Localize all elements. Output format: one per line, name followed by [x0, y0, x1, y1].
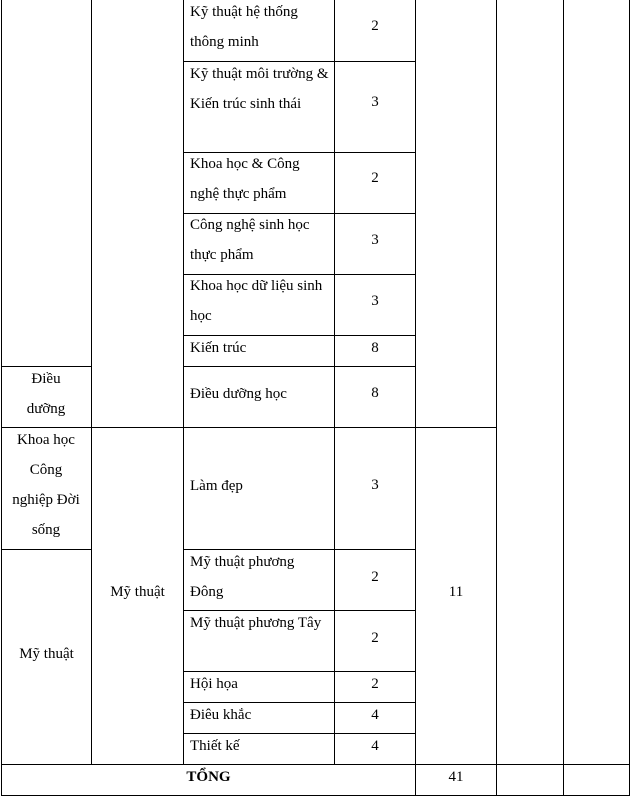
department-label-my-thuat: Mỹ thuật: [110, 584, 165, 600]
major-name: Làm đẹp: [190, 478, 243, 494]
rule: [415, 0, 416, 796]
major-name: Khoa học dữ liệu sinh học: [190, 278, 323, 324]
rule: [1, 0, 2, 796]
major-name: Điêu khắc: [190, 707, 252, 723]
credits-value: 2: [371, 630, 379, 646]
major-name: Công nghệ sinh học thực phẩm: [190, 217, 310, 263]
credits-value: 3: [371, 477, 379, 493]
rule: [183, 0, 184, 765]
credits-value: 2: [371, 676, 379, 692]
major-name: Kỹ thuật hệ thống thông minh: [190, 4, 298, 50]
rule: [183, 366, 415, 367]
major-name: Mỹ thuật phương Tây: [190, 615, 322, 631]
credits-value: 3: [371, 94, 379, 110]
credits-value: 8: [371, 340, 379, 356]
major-name: Mỹ thuật phương Đông: [190, 554, 295, 600]
credits-value: 3: [371, 232, 379, 248]
major-name: Kỹ thuật môi trường & Kiến trúc sinh thái: [190, 66, 329, 112]
rule: [563, 0, 564, 796]
grand-total-value: 41: [448, 769, 464, 785]
credits-value: 2: [371, 170, 379, 186]
major-name: Kiến trúc: [190, 340, 247, 356]
credits-value: 3: [371, 293, 379, 309]
group-label-khoa-hoc-doi-song: Khoa học Công nghiệp Đời sống: [12, 432, 80, 538]
rule: [91, 0, 92, 765]
rule: [1, 549, 91, 550]
group-label-dieu-duong: Điều dưỡng: [26, 371, 66, 417]
credits-value: 4: [371, 707, 379, 723]
credits-value: 2: [371, 18, 379, 34]
group-credit-total: 11: [448, 584, 464, 600]
rule: [496, 0, 497, 796]
rule: [1, 795, 629, 796]
group-label-my-thuat: Mỹ thuật: [19, 646, 74, 662]
major-name: Điều dưỡng học: [190, 386, 287, 402]
rule: [629, 0, 630, 796]
major-name: Khoa học & Công nghệ thực phẩm: [190, 156, 300, 202]
credits-value: 8: [371, 385, 379, 401]
major-name: Hội họa: [190, 676, 238, 692]
credits-value: 2: [371, 569, 379, 585]
major-name: Thiết kế: [190, 738, 240, 754]
total-label: TỔNG: [186, 769, 231, 785]
credits-value: 4: [371, 738, 379, 754]
